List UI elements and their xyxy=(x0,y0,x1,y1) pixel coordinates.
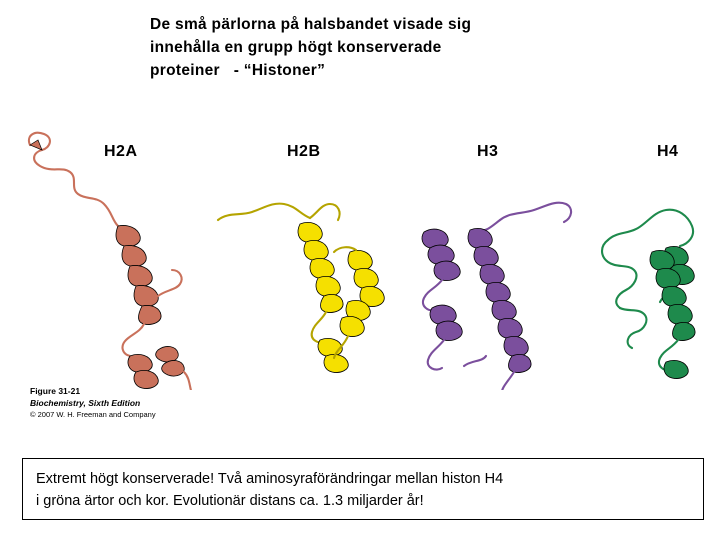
page-title xyxy=(150,14,570,82)
protein-label-h3: H3 xyxy=(477,143,499,160)
figure-copyright: © 2007 W. H. Freeman and Company xyxy=(30,409,156,419)
page-title-line-3: proteiner - “Histoner” xyxy=(150,61,326,79)
page-title-line-1: De små pärlorna på halsbandet visade sig xyxy=(150,16,472,33)
figure-number: Figure 31-21 xyxy=(30,386,81,396)
protein-label-h4: H4 xyxy=(657,143,679,160)
h3-structure xyxy=(422,203,571,390)
bottom-note-text xyxy=(36,469,696,513)
figure-source-caption xyxy=(30,385,290,421)
figure-book-title: Biochemistry, Sixth Edition xyxy=(30,398,141,409)
bottom-note-line-1: Extremt högt konserverade! Två aminosyraförändringar mellan histon H4 xyxy=(36,471,504,487)
h2a-structure xyxy=(29,133,204,390)
histone-structures-figure xyxy=(0,100,728,380)
histone-ribbon-diagram xyxy=(0,100,728,390)
bottom-note-box xyxy=(22,458,704,520)
protein-label-h2b: H2B xyxy=(287,143,321,160)
bottom-note-line-2: i gröna ärtor och kor. Evolutionär distans ca. 1.3 miljarder år! xyxy=(36,492,424,509)
page-title-line-2: innehålla en grupp högt konserverade xyxy=(150,38,442,56)
protein-label-h2a: H2A xyxy=(104,143,138,160)
h4-structure xyxy=(602,210,695,379)
h2b-structure xyxy=(218,204,384,373)
